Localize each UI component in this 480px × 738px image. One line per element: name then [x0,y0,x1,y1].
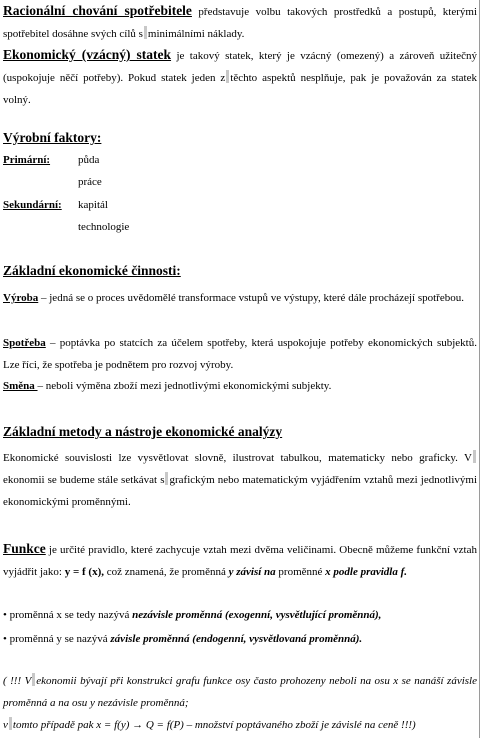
economic-good-text-end: těchto aspektů nesplňuje, pak je považován za statek volný. [3,72,477,106]
economic-good-term: Ekonomický (vzácný) statek [3,47,172,62]
function-text-a: je určité pravidlo, které zachycuje vztah mezi dvěma veličinami. Obecně můžeme funkční vztah vyjádřit jako: [3,544,477,578]
note-line1-b: ekonomii bývají při konstrukci grafu funkce osy často prohozeny neboli na osu x se nanáší závisle proměnná a na osu y nezávisle proměnná; [3,675,477,709]
definition-economic-good [3,44,477,111]
rational-behavior-term: Racionální chování spotřebitele [3,3,192,18]
production-text: – jedná se o proces uvědomělé transformace vstupů ve výstupy, které dále procházejí spotřebou. [38,292,464,304]
consumption-term: Spotřeba [3,337,46,349]
definition-rational-behavior [3,0,477,45]
bullet-independent-emph: nezávisle proměnná (exogenní, vysvětlující proměnná), [132,609,382,621]
bullet-dependent-text: • proměnná y se nazývá [3,633,111,645]
function-y-depends: y závisí na [228,566,276,578]
function-term: Funkce [3,541,46,556]
production-term: Výroba [3,292,39,304]
function-bullet-independent [3,604,477,626]
rational-behavior-text: představuje volbu takových prostředků a postupů, kterými spotřebitel dosáhne svých cílů s [3,6,478,40]
factors-heading: Výrobní faktory: [3,130,102,145]
exchange-term: Směna [3,380,38,392]
methods-text [3,447,477,513]
note-line2-b: tomto případě pak x = f(y) → Q = f(P) – množství poptávaného zboží je závislé na ceně !!!) [12,719,416,731]
cursor-mark [32,673,35,686]
bullet-dependent-emph: závisle proměnná (endogenní, vysvětlovaná proměnná). [110,633,363,645]
function-text-c: proměnné [275,566,326,578]
secondary-label: Sekundární: [3,199,62,211]
primary-item-land: půda [78,154,100,166]
methods-text-b: ekonomii se budeme stále setkávat s [3,474,165,486]
axis-note [3,670,477,736]
activity-exchange [3,375,477,397]
methods-text-c: grafickým nebo matematickým vyjádřením vztahů mezi jednotlivými ekonomickými proměnnými. [3,474,478,508]
activity-consumption [3,332,477,376]
consumption-text: – poptávka po statcích za účelem spotřeby, která uspokojuje potřeby ekonomických subjektů. Lze říci, že spotřeba je podnětem pro rozvoj výroby. [3,337,477,371]
function-formula: y = f (x), [64,566,104,578]
secondary-item-technology: technologie [78,221,130,233]
bullet-independent-text: • proměnná x se tedy nazývá [3,609,133,621]
secondary-item-capital: kapitál [78,199,108,211]
methods-heading: Základní metody a nástroje ekonomické analýzy [3,424,283,439]
cursor-mark [226,70,229,83]
function-text-b: což znamená, že proměnná [103,566,229,578]
economic-good-text: je takový statek, který je vzácný (omezený) a zároveň užitečný (uspokojuje něčí potřeby). Pokud statek jeden z [3,50,477,84]
methods-text-a: Ekonomické souvislosti lze vysvětlovat slovně, ilustrovat tabulkou, matematicky nebo graficky. V [3,452,472,464]
note-line2-a: v [3,719,8,731]
primary-label: Primární: [3,154,51,166]
cursor-mark [473,450,476,463]
activities-heading: Základní ekonomické činnosti: [3,263,181,278]
function-bullet-dependent [3,628,477,650]
cursor-mark [144,26,147,39]
function-x-rule: x podle pravidla f. [325,566,408,578]
cursor-mark [9,717,12,730]
function-definition [3,538,477,583]
exchange-text: – neboli výměna zboží mezi jednotlivými ekonomickými subjekty. [37,380,332,392]
primary-item-labor: práce [78,176,102,188]
note-line1-a: ( !!! V [3,675,32,687]
activity-production [3,287,477,309]
rational-behavior-text-end: minimálními náklady. [147,28,245,40]
